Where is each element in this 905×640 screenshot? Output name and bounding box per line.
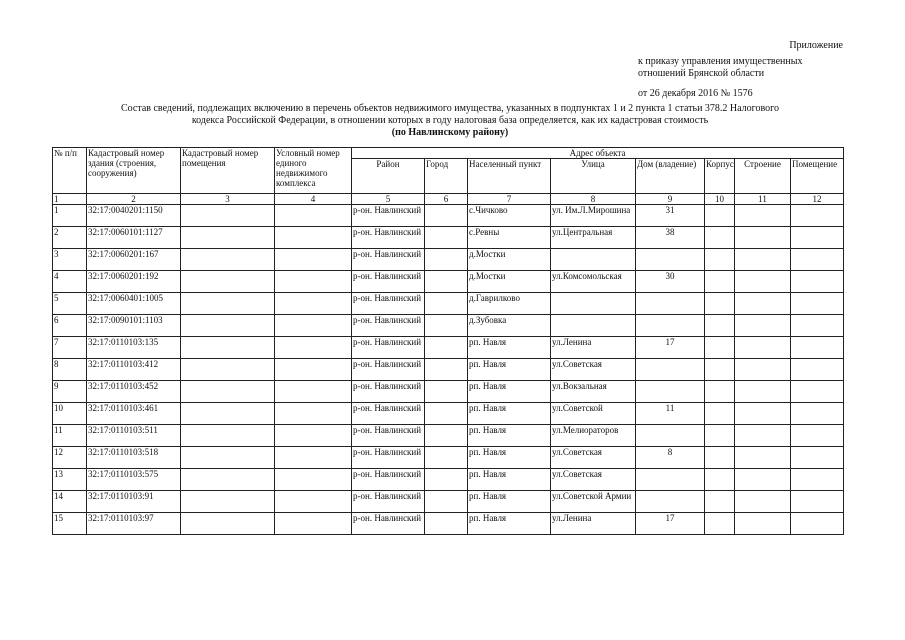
premises-cadastral-cell xyxy=(181,249,275,271)
house-cell xyxy=(636,425,705,447)
korpus-cell xyxy=(705,227,735,249)
header-building-cadastral: Кадастровый номер здания (строения, сооружения) xyxy=(87,148,181,194)
row-number: 1 xyxy=(53,205,87,227)
building-part-cell xyxy=(735,315,791,337)
room-cell xyxy=(791,469,844,491)
row-number: 4 xyxy=(53,271,87,293)
street-cell: ул.Комсомольская xyxy=(551,271,636,293)
street-cell: ул.Ленина xyxy=(551,337,636,359)
street-cell: ул.Советской xyxy=(551,403,636,425)
settlement-cell: д.Мостки xyxy=(468,249,551,271)
table-row xyxy=(53,315,844,337)
header-district: Район xyxy=(352,159,425,194)
district-cell: р-он. Навлинский xyxy=(352,491,425,513)
street-cell: ул.Центральная xyxy=(551,227,636,249)
building-part-cell xyxy=(735,359,791,381)
column-number: 9 xyxy=(636,194,705,205)
room-cell xyxy=(791,249,844,271)
title-line-1: Состав сведений, подлежащих включению в перечень объектов недвижимого имущества, указанных в подпунктах 1 и 2 пункта 1 статьи 378.2 Налогового xyxy=(120,103,780,114)
settlement-cell: д.Гаврилково xyxy=(468,293,551,315)
settlement-cell: с.Чичково xyxy=(468,205,551,227)
table-row xyxy=(53,513,844,535)
column-number-row xyxy=(53,194,844,205)
building-part-cell xyxy=(735,271,791,293)
korpus-cell xyxy=(705,447,735,469)
district-cell: р-он. Навлинский xyxy=(352,205,425,227)
house-cell xyxy=(636,249,705,271)
row-number: 14 xyxy=(53,491,87,513)
complex-number-cell xyxy=(275,249,352,271)
premises-cadastral-cell xyxy=(181,381,275,403)
premises-cadastral-cell xyxy=(181,491,275,513)
district-cell: р-он. Навлинский xyxy=(352,447,425,469)
row-number: 8 xyxy=(53,359,87,381)
building-cadastral-cell: 32:17:0060401:1005 xyxy=(87,293,181,315)
row-number: 2 xyxy=(53,227,87,249)
street-cell: ул.Советская xyxy=(551,447,636,469)
street-cell xyxy=(551,249,636,271)
room-cell xyxy=(791,359,844,381)
settlement-cell: д.Зубовка xyxy=(468,315,551,337)
complex-number-cell xyxy=(275,293,352,315)
district-cell: р-он. Навлинский xyxy=(352,293,425,315)
column-number: 1 xyxy=(53,194,87,205)
district-cell: р-он. Навлинский xyxy=(352,315,425,337)
city-cell xyxy=(425,403,468,425)
complex-number-cell xyxy=(275,469,352,491)
room-cell xyxy=(791,381,844,403)
settlement-cell: рп. Навля xyxy=(468,359,551,381)
table-row xyxy=(53,425,844,447)
row-number: 5 xyxy=(53,293,87,315)
column-number: 2 xyxy=(87,194,181,205)
house-cell: 30 xyxy=(636,271,705,293)
korpus-cell xyxy=(705,315,735,337)
column-number: 4 xyxy=(275,194,352,205)
building-cadastral-cell: 32:17:0110103:575 xyxy=(87,469,181,491)
column-number: 6 xyxy=(425,194,468,205)
premises-cadastral-cell xyxy=(181,425,275,447)
table-row xyxy=(53,491,844,513)
row-number: 15 xyxy=(53,513,87,535)
settlement-cell: рп. Навля xyxy=(468,381,551,403)
building-cadastral-cell: 32:17:0060201:167 xyxy=(87,249,181,271)
korpus-cell xyxy=(705,491,735,513)
building-part-cell xyxy=(735,447,791,469)
building-cadastral-cell: 32:17:0060201:192 xyxy=(87,271,181,293)
house-cell xyxy=(636,381,705,403)
building-cadastral-cell: 32:17:0110103:452 xyxy=(87,381,181,403)
city-cell xyxy=(425,205,468,227)
header-house: Дом (владение) xyxy=(636,159,705,194)
street-cell: ул. Им.Л.Мирошина xyxy=(551,205,636,227)
column-number: 8 xyxy=(551,194,636,205)
street-cell: ул.Вокзальная xyxy=(551,381,636,403)
district-cell: р-он. Навлинский xyxy=(352,359,425,381)
house-cell xyxy=(636,315,705,337)
building-cadastral-cell: 32:17:0090101:1103 xyxy=(87,315,181,337)
room-cell xyxy=(791,513,844,535)
row-number: 12 xyxy=(53,447,87,469)
table-row xyxy=(53,469,844,491)
district-cell: р-он. Навлинский xyxy=(352,403,425,425)
city-cell xyxy=(425,271,468,293)
district-cell: р-он. Навлинский xyxy=(352,249,425,271)
building-cadastral-cell: 32:17:0110103:511 xyxy=(87,425,181,447)
building-cadastral-cell: 32:17:0110103:135 xyxy=(87,337,181,359)
district-cell: р-он. Навлинский xyxy=(352,469,425,491)
document-title xyxy=(60,103,840,139)
appendix-label: Приложение xyxy=(789,40,843,51)
building-part-cell xyxy=(735,469,791,491)
property-table xyxy=(52,147,844,535)
city-cell xyxy=(425,381,468,403)
room-cell xyxy=(791,293,844,315)
premises-cadastral-cell xyxy=(181,227,275,249)
room-cell xyxy=(791,205,844,227)
premises-cadastral-cell xyxy=(181,293,275,315)
street-cell: ул.Советской Армии xyxy=(551,491,636,513)
district-cell: р-он. Навлинский xyxy=(352,271,425,293)
table-row xyxy=(53,205,844,227)
row-number: 10 xyxy=(53,403,87,425)
building-cadastral-cell: 32:17:0110103:412 xyxy=(87,359,181,381)
table-row xyxy=(53,337,844,359)
building-part-cell xyxy=(735,205,791,227)
header-building-part: Строение xyxy=(735,159,791,194)
house-cell xyxy=(636,359,705,381)
district-cell: р-он. Навлинский xyxy=(352,337,425,359)
order-date: от 26 декабря 2016 № 1576 xyxy=(638,88,753,99)
complex-number-cell xyxy=(275,491,352,513)
street-cell: ул.Советская xyxy=(551,469,636,491)
district-cell: р-он. Навлинский xyxy=(352,513,425,535)
street-cell: ул.Ленина xyxy=(551,513,636,535)
settlement-cell: рп. Навля xyxy=(468,447,551,469)
room-cell xyxy=(791,271,844,293)
row-number: 6 xyxy=(53,315,87,337)
district-cell: р-он. Навлинский xyxy=(352,227,425,249)
column-number: 11 xyxy=(735,194,791,205)
header-korpus: Корпус xyxy=(705,159,735,194)
header-num: № п/п xyxy=(53,148,87,194)
settlement-cell: д.Мостки xyxy=(468,271,551,293)
korpus-cell xyxy=(705,425,735,447)
premises-cadastral-cell xyxy=(181,271,275,293)
title-line-2: кодекса Российской Федерации, в отношении которых в году налоговая база определяется, как их кадастровая стоимость xyxy=(191,115,709,126)
premises-cadastral-cell xyxy=(181,403,275,425)
city-cell xyxy=(425,469,468,491)
building-cadastral-cell: 32:17:0110103:97 xyxy=(87,513,181,535)
room-cell xyxy=(791,337,844,359)
room-cell xyxy=(791,425,844,447)
settlement-cell: с.Ревны xyxy=(468,227,551,249)
korpus-cell xyxy=(705,205,735,227)
room-cell xyxy=(791,315,844,337)
city-cell xyxy=(425,249,468,271)
korpus-cell xyxy=(705,513,735,535)
complex-number-cell xyxy=(275,403,352,425)
order-reference: к приказу управления имущественных отношений Брянской области xyxy=(638,56,803,79)
city-cell xyxy=(425,425,468,447)
house-cell: 17 xyxy=(636,337,705,359)
premises-cadastral-cell xyxy=(181,205,275,227)
settlement-cell: рп. Навля xyxy=(468,469,551,491)
korpus-cell xyxy=(705,403,735,425)
city-cell xyxy=(425,491,468,513)
building-part-cell xyxy=(735,337,791,359)
house-cell xyxy=(636,491,705,513)
complex-number-cell xyxy=(275,381,352,403)
row-number: 13 xyxy=(53,469,87,491)
building-part-cell xyxy=(735,293,791,315)
street-cell xyxy=(551,315,636,337)
house-cell: 11 xyxy=(636,403,705,425)
header-settlement: Населенный пункт xyxy=(468,159,551,194)
korpus-cell xyxy=(705,271,735,293)
city-cell xyxy=(425,315,468,337)
room-cell xyxy=(791,447,844,469)
house-cell: 38 xyxy=(636,227,705,249)
complex-number-cell xyxy=(275,337,352,359)
korpus-cell xyxy=(705,249,735,271)
settlement-cell: рп. Навля xyxy=(468,403,551,425)
building-part-cell xyxy=(735,227,791,249)
street-cell xyxy=(551,293,636,315)
building-part-cell xyxy=(735,491,791,513)
complex-number-cell xyxy=(275,447,352,469)
city-cell xyxy=(425,227,468,249)
column-number: 7 xyxy=(468,194,551,205)
premises-cadastral-cell xyxy=(181,315,275,337)
table-row xyxy=(53,381,844,403)
table-row xyxy=(53,293,844,315)
row-number: 7 xyxy=(53,337,87,359)
settlement-cell: рп. Навля xyxy=(468,337,551,359)
building-part-cell xyxy=(735,425,791,447)
room-cell xyxy=(791,491,844,513)
column-number: 5 xyxy=(352,194,425,205)
settlement-cell: рп. Навля xyxy=(468,425,551,447)
table-row xyxy=(53,271,844,293)
building-part-cell xyxy=(735,381,791,403)
row-number: 9 xyxy=(53,381,87,403)
premises-cadastral-cell xyxy=(181,469,275,491)
house-cell xyxy=(636,293,705,315)
table-row xyxy=(53,227,844,249)
row-number: 3 xyxy=(53,249,87,271)
building-cadastral-cell: 32:17:0110103:461 xyxy=(87,403,181,425)
city-cell xyxy=(425,337,468,359)
premises-cadastral-cell xyxy=(181,513,275,535)
building-cadastral-cell: 32:17:0060101:1127 xyxy=(87,227,181,249)
building-cadastral-cell: 32:17:0110103:518 xyxy=(87,447,181,469)
table-row xyxy=(53,249,844,271)
street-cell: ул.Советская xyxy=(551,359,636,381)
header-city: Город xyxy=(425,159,468,194)
header-room: Помещение xyxy=(791,159,844,194)
building-part-cell xyxy=(735,249,791,271)
korpus-cell xyxy=(705,469,735,491)
complex-number-cell xyxy=(275,359,352,381)
premises-cadastral-cell xyxy=(181,359,275,381)
house-cell: 8 xyxy=(636,447,705,469)
table-row xyxy=(53,447,844,469)
korpus-cell xyxy=(705,359,735,381)
complex-number-cell xyxy=(275,205,352,227)
street-cell: ул.Мелиораторов xyxy=(551,425,636,447)
korpus-cell xyxy=(705,293,735,315)
room-cell xyxy=(791,403,844,425)
city-cell xyxy=(425,293,468,315)
room-cell xyxy=(791,227,844,249)
premises-cadastral-cell xyxy=(181,447,275,469)
settlement-cell: рп. Навля xyxy=(468,491,551,513)
house-cell xyxy=(636,469,705,491)
column-number: 10 xyxy=(705,194,735,205)
house-cell: 17 xyxy=(636,513,705,535)
column-number: 12 xyxy=(791,194,844,205)
premises-cadastral-cell xyxy=(181,337,275,359)
building-cadastral-cell: 32:17:0110103:91 xyxy=(87,491,181,513)
house-cell: 31 xyxy=(636,205,705,227)
city-cell xyxy=(425,359,468,381)
district-cell: р-он. Навлинский xyxy=(352,381,425,403)
header-premises-cadastral: Кадастровый номер помещения xyxy=(181,148,275,194)
column-number: 3 xyxy=(181,194,275,205)
korpus-cell xyxy=(705,337,735,359)
header-street: Улица xyxy=(551,159,636,194)
header-address: Адрес объекта xyxy=(352,148,844,159)
city-cell xyxy=(425,447,468,469)
complex-number-cell xyxy=(275,315,352,337)
title-line-3: (по Навлинскому району) xyxy=(391,127,509,138)
complex-number-cell xyxy=(275,425,352,447)
korpus-cell xyxy=(705,381,735,403)
building-part-cell xyxy=(735,513,791,535)
table-row xyxy=(53,359,844,381)
settlement-cell: рп. Навля xyxy=(468,513,551,535)
header-complex-number: Условный номер единого недвижимого комплекса xyxy=(275,148,352,194)
row-number: 11 xyxy=(53,425,87,447)
complex-number-cell xyxy=(275,227,352,249)
complex-number-cell xyxy=(275,271,352,293)
city-cell xyxy=(425,513,468,535)
complex-number-cell xyxy=(275,513,352,535)
building-cadastral-cell: 32:17:0040201:1150 xyxy=(87,205,181,227)
building-part-cell xyxy=(735,403,791,425)
table-row xyxy=(53,403,844,425)
district-cell: р-он. Навлинский xyxy=(352,425,425,447)
